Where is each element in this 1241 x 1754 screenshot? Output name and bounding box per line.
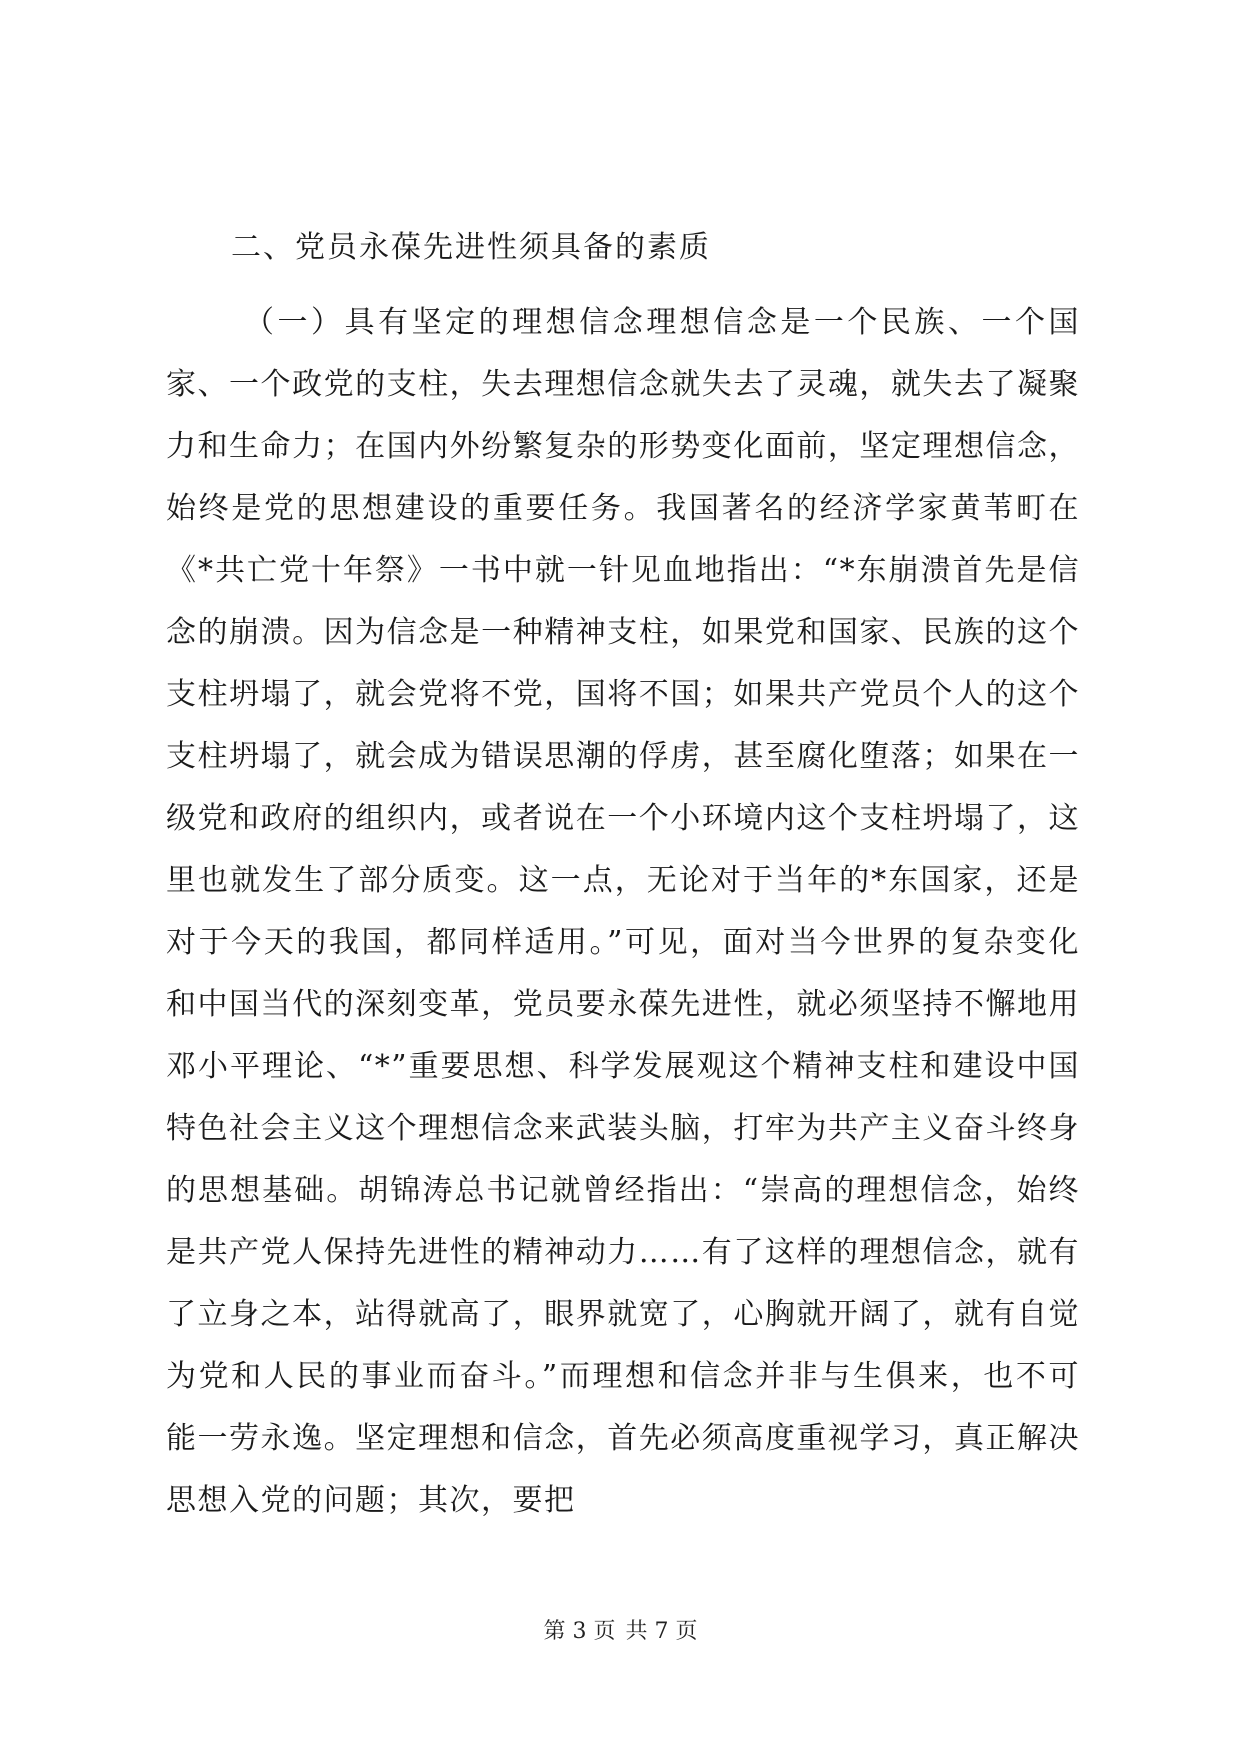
page-footer — [0, 1618, 1241, 1646]
body-paragraph — [166, 292, 1080, 1532]
document-body — [166, 230, 1080, 1532]
page-total: 共 7 页 — [625, 1619, 698, 1644]
paragraph-text: （一）具有坚定的理想信念理想信念是一个民族、一个国家、一个政党的支柱，失去理想信念就失去了灵魂，就失去了凝聚力和生命力；在国内外纷繁复杂的形势变化面前，坚定理想信念，始终是党的思想建设的重要任务。我国著名的经济学家黄苇町在《*共亡党十年祭》一书中就一针见血地指出：“*东崩溃首先是信念的崩溃。因为信念是一种精神支柱，如果党和国家、民族的这个支柱坍塌了，就会党将不党，国将不国；如果共产党员个人的这个支柱坍塌了，就会成为错误思潮的俘虏，甚至腐化堕落；如果在一级党和政府的组织内，或者说在一个小环境内这个支柱坍塌了，这里也就发生了部分质变。这一点，无论对于当年的*东国家，还是对于今天的我国，都同样适用。”可见，面对当今世界的复杂变化和中国当代的深刻变革，党员要永葆先进性，就必须坚持不懈地用邓小平理论、“*”重要思想、科学发展观这个精神支柱和建设中国特色社会主义这个理想信念来武装头脑，打牢为共产主义奋斗终身的思想基础。胡锦涛总书记就曾经指出：“崇高的理想信念，始终是共产党人保持先进性的精神动力……有了这样的理想信念，就有了立身之本，站得就高了，眼界就宽了，心胸就开阔了，就有自觉为党和人民的事业而奋斗。”而理想和信念并非与生俱来，也不可能一劳永逸。坚定理想和信念，首先必须高度重视学习，真正解决思想入党的问题；其次，要把 — [166, 305, 1080, 1518]
page-number: 第 3 页 — [543, 1619, 616, 1644]
section-heading: 二、党员永葆先进性须具备的素质 — [231, 230, 711, 265]
